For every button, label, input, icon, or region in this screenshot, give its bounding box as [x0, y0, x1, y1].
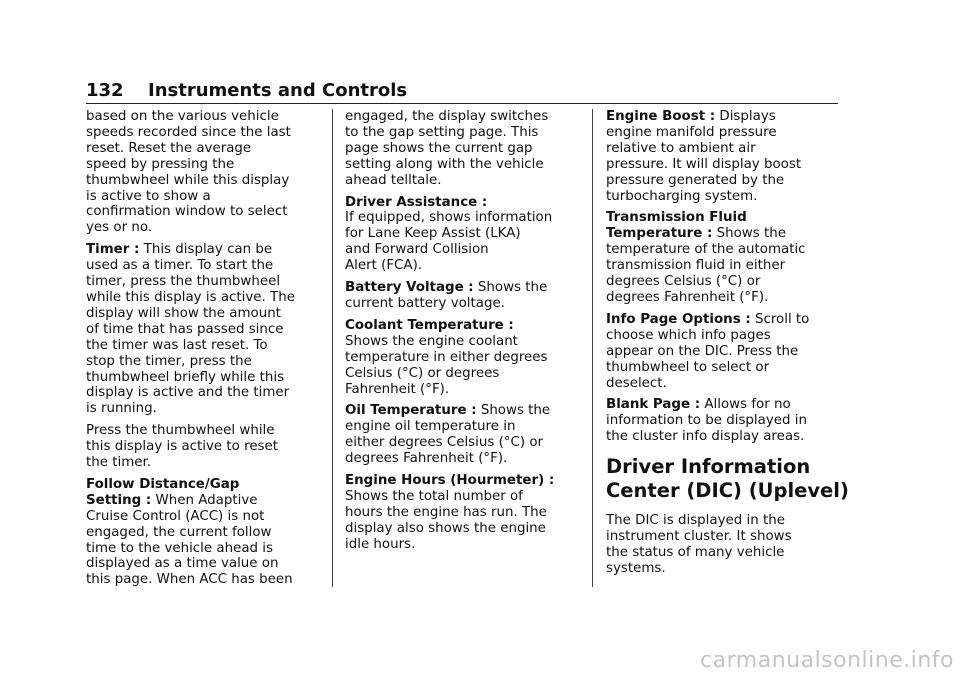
column-1 — [86, 109, 326, 594]
paragraph-engine-boost: Engine Boost : Displays engine manifold pressure relative to ambient air pressure. It will display boost pressure generated by the turbocharging system. — [606, 109, 802, 204]
page-number: 132 — [86, 80, 124, 101]
header-rule — [86, 103, 838, 104]
paragraph-transmission-fluid: Transmission Fluid Temperature : Shows the temperature of the automatic transmission fluid in either degrees Celsius (°C) or degrees Fahrenheit (°F). — [606, 210, 806, 305]
paragraph-dic-intro: The DIC is displayed in the instrument cluster. It shows the status of many vehicle systems. — [606, 513, 792, 576]
column-divider-2 — [592, 109, 593, 587]
column-2 — [345, 109, 585, 559]
paragraph-follow-distance: Follow Distance/Gap Setting : When Adaptive Cruise Control (ACC) is not engaged, the current follow time to the vehicle ahead is displayed as a time value on this page. When ACC has been — [86, 476, 293, 588]
term-oil-temperature: Oil Temperature : — [345, 403, 477, 419]
paragraph-average-speed: based on the various vehicle speeds recorded since the last reset. Reset the average speed by pressing the thumbwheel while this display is active to show a confirmation window to select yes or no. — [86, 109, 291, 236]
term-info-page-options: Info Page Options : — [606, 311, 751, 327]
column-divider-1 — [332, 109, 333, 587]
page-header — [86, 80, 838, 102]
paragraph-timer-reset: Press the thumbwheel while this display is active to reset the timer. — [86, 423, 279, 471]
term-battery-voltage: Battery Voltage : — [345, 280, 474, 296]
term-blank-page: Blank Page : — [606, 397, 701, 413]
paragraph-engine-hours: Engine Hours (Hourmeter) : Shows the total number of hours the engine has run. The display also shows the engine idle hours. — [345, 473, 555, 552]
term-engine-hours: Engine Hours (Hourmeter) : — [345, 473, 555, 489]
paragraph-battery-voltage: Battery Voltage : Shows the current battery voltage. — [345, 280, 548, 311]
paragraph-gap-setting: engaged, the display switches to the gap setting page. This page shows the current gap setting along with the vehicle ahead telltale. — [345, 109, 549, 188]
term-coolant-temperature: Coolant Temperature : — [345, 317, 514, 333]
paragraph-timer: Timer : This display can be used as a timer. To start the timer, press the thumbwheel while this display is active. The display will show the amount of time that has passed since the timer was last reset. To stop the timer, press the thumbwheel briefly while this display is active and the timer is running. — [86, 242, 295, 417]
watermark: carmanualsonline.info — [700, 648, 954, 673]
section-heading-dic-uplevel: Driver Information Center (DIC) (Uplevel) — [606, 455, 849, 503]
paragraph-info-page-options: Info Page Options : Scroll to choose which info pages appear on the DIC. Press the thumbwheel to select or deselect. — [606, 311, 810, 391]
term-engine-boost: Engine Boost : — [606, 109, 716, 124]
paragraph-oil-temperature: Oil Temperature : Shows the engine oil temperature in either degrees Celsius (°C) or degrees Fahrenheit (°F). — [345, 403, 551, 467]
paragraph-driver-assistance: Driver Assistance : If equipped, shows information for Lane Keep Assist (LKA) and Forward Collision Alert (FCA). — [345, 194, 553, 274]
term-transmission-fluid: Transmission Fluid — [606, 210, 747, 226]
paragraph-coolant-temperature: Coolant Temperature : Shows the engine coolant temperature in either degrees Celsius (°C) or degrees Fahrenheit (°F). — [345, 317, 548, 397]
term-follow-distance: Follow Distance/Gap — [86, 476, 240, 492]
term-timer: Timer : — [86, 242, 140, 258]
paragraph-blank-page: Blank Page : Allows for no information to be displayed in the cluster info display areas. — [606, 397, 807, 445]
column-3 — [606, 109, 849, 583]
section-title: Instruments and Controls — [148, 80, 408, 101]
term-driver-assistance: Driver Assistance : — [345, 194, 488, 210]
